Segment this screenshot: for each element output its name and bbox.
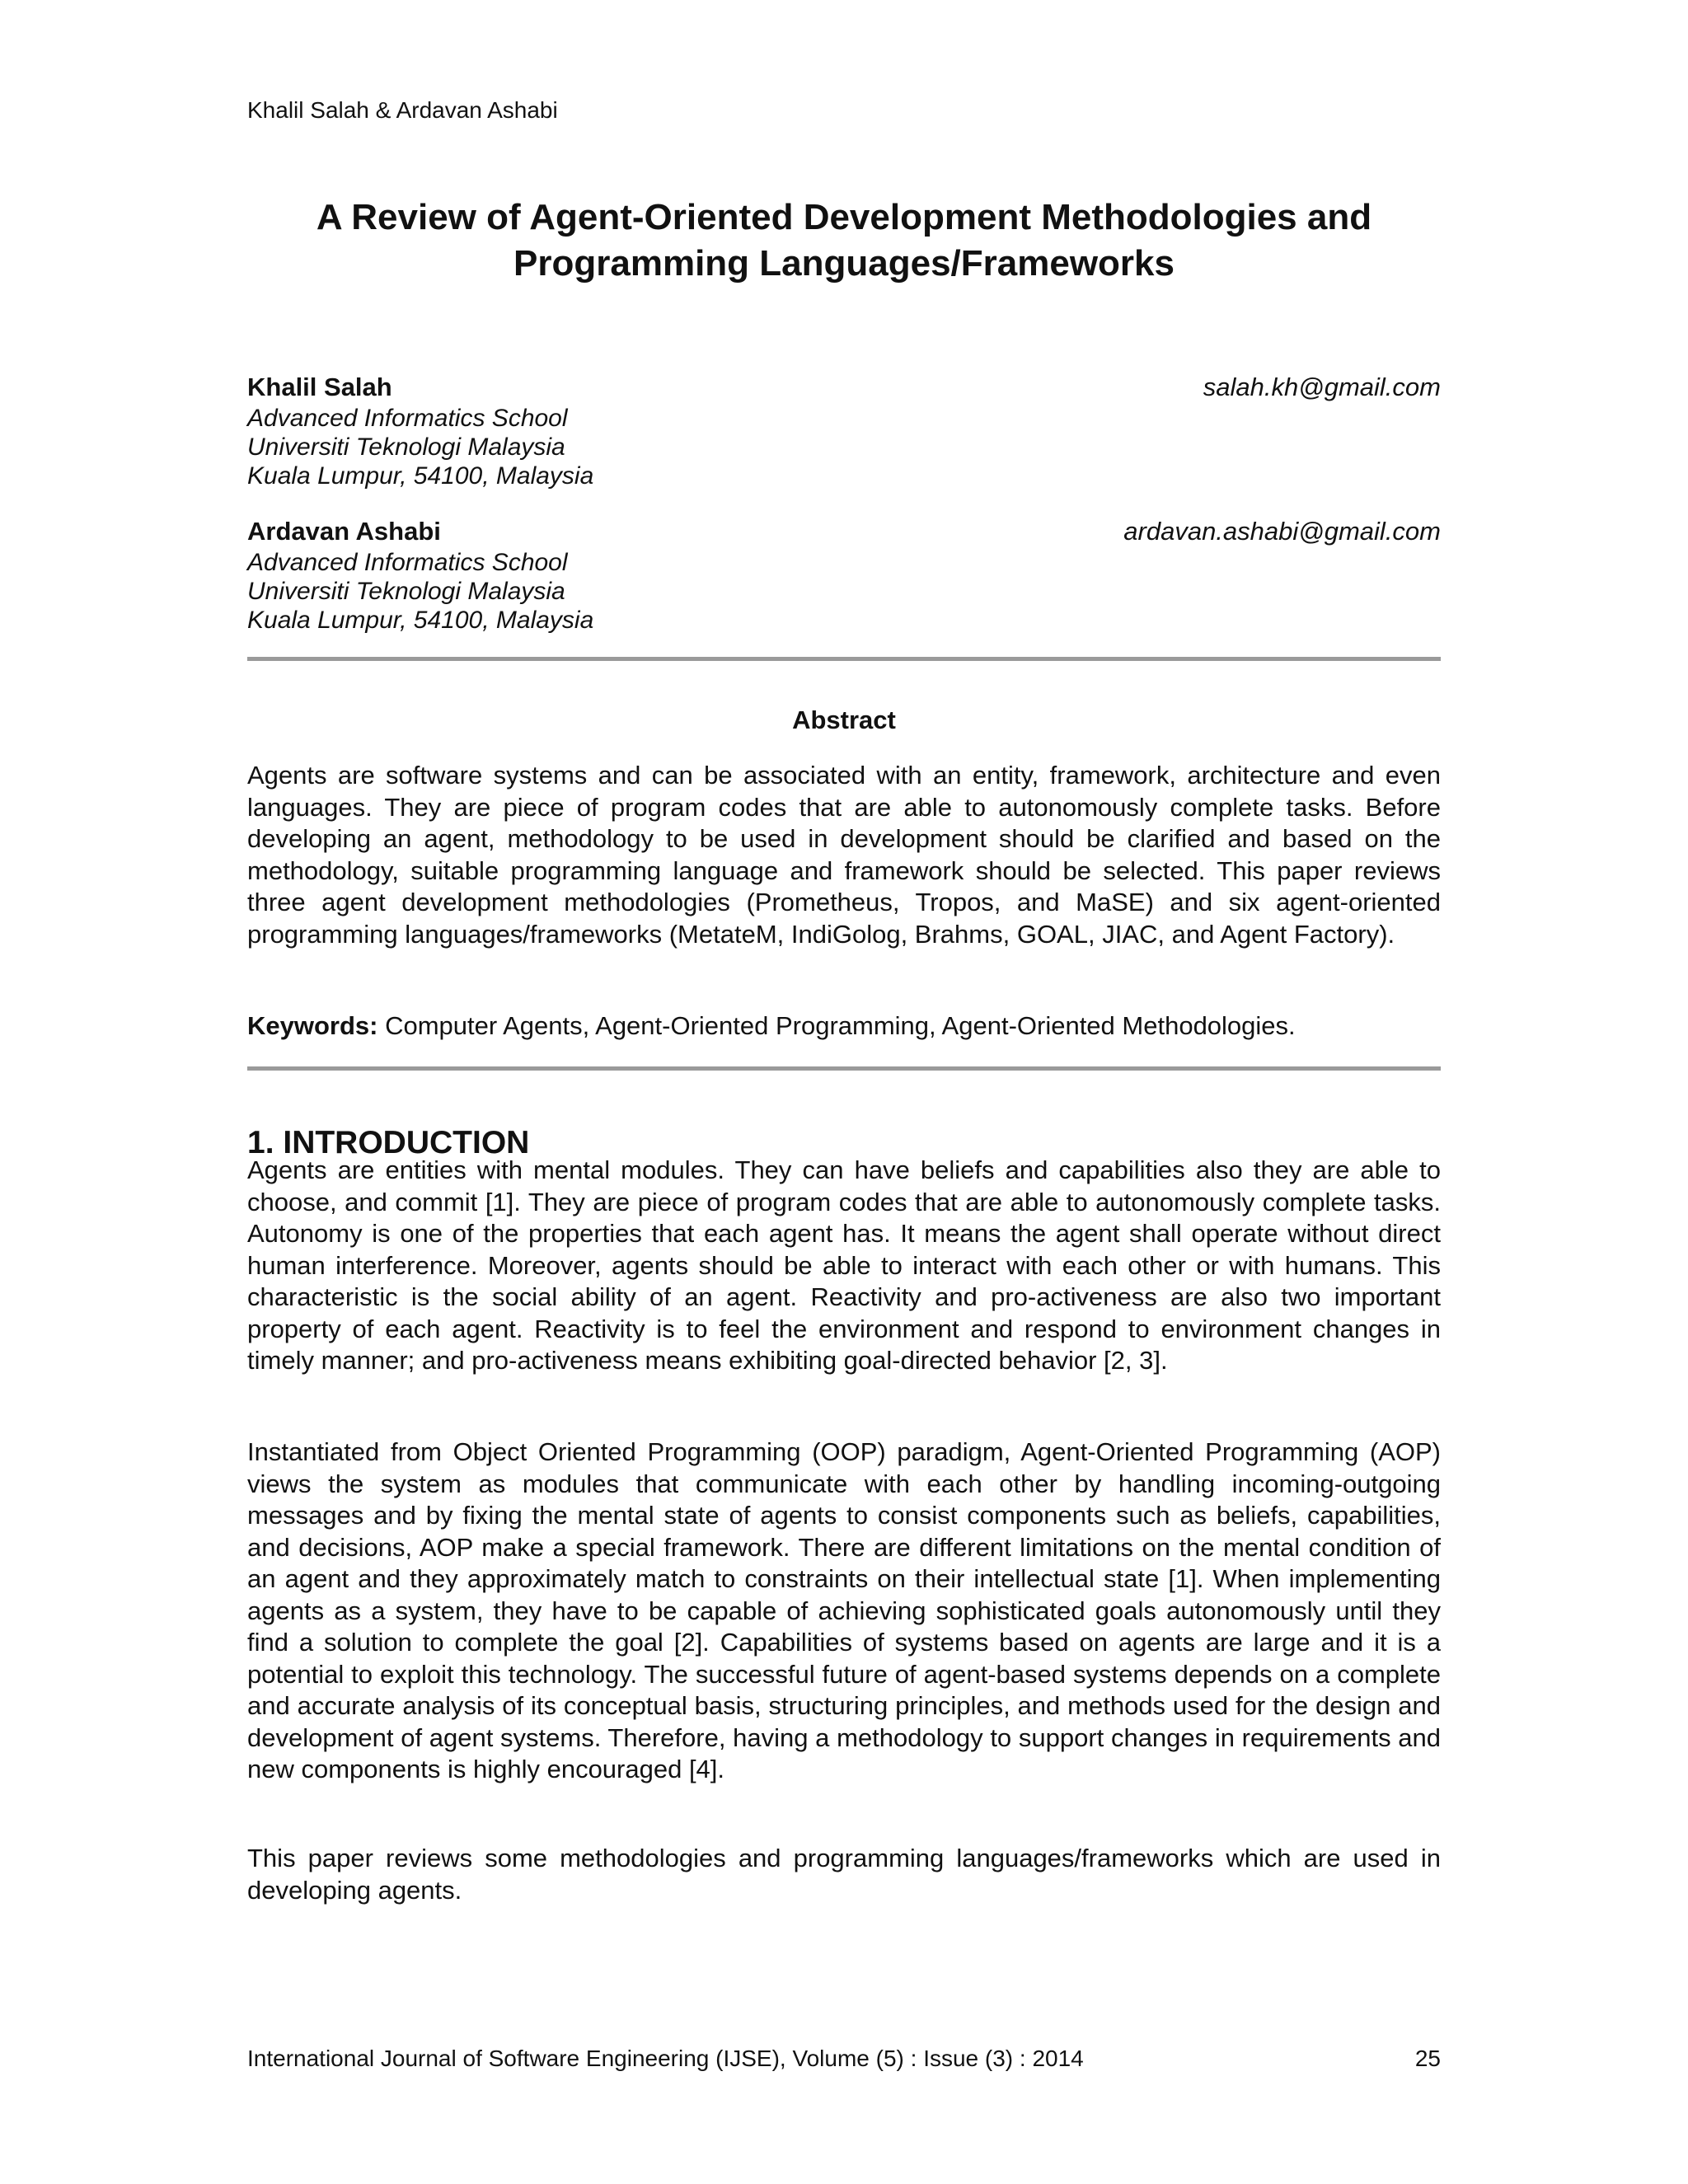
author-block-1 <box>247 371 1441 490</box>
author-email: salah.kh@gmail.com <box>1203 373 1441 401</box>
divider-rule <box>247 1066 1441 1071</box>
author-affiliation-line: Advanced Informatics School <box>247 549 568 576</box>
running-head: Khalil Salah & Ardavan Ashabi <box>247 97 558 123</box>
author-affiliation-line: Kuala Lumpur, 54100, Malaysia <box>247 462 594 490</box>
author-affiliation-line: Universiti Teknologi Malaysia <box>247 578 565 605</box>
page-number: 25 <box>1414 2046 1441 2071</box>
paper-title: A Review of Agent-Oriented Development Methodologies and Programming Languages/Frameworks <box>316 197 1372 284</box>
body-paragraph: Instantiated from Object Oriented Programming (OOP) paradigm, Agent-Oriented Programming (AOP) views the system as modules that communicate with each other by handling incoming-outgoing messages and by fixing the mental state of agents to consist components such as beliefs, capabilities, and decisions, AOP make a special framework. There are different limitations on the mental condition of an agent and they approximately match to constraints on their intellectual state [1]. When implementing agents as a system, they have to be capable of achieving sophisticated goals autonomously until they find a solution to complete the goal [2]. Capabilities of systems based on agents are large and it is a potential to exploit this technology. The successful future of agent-based systems depends on a complete and accurate analysis of its conceptual basis, structuring principles, and methods used for the design and development of agent systems. Therefore, having a methodology to support changes in requirements and new components is highly encouraged [4]. <box>247 1437 1441 1783</box>
keywords-label: Keywords: <box>247 1011 378 1040</box>
section-heading: 1. INTRODUCTION <box>247 1125 530 1160</box>
author-name: Ardavan Ashabi <box>247 517 441 546</box>
author-email: ardavan.ashabi@gmail.com <box>1123 517 1441 546</box>
author-affiliation-line: Advanced Informatics School <box>247 405 568 432</box>
journal-citation: International Journal of Software Engineering (IJSE), Volume (5) : Issue (3) : 2014 <box>247 2046 1084 2071</box>
divider-rule <box>247 657 1441 661</box>
keywords-line <box>247 1010 1441 1043</box>
author-affiliation-line: Kuala Lumpur, 54100, Malaysia <box>247 607 594 634</box>
abstract-text: Agents are software systems and can be associated with an entity, framework, architecture and even languages. They are piece of program codes that are able to autonomously complete tasks. Before developing an agent, methodology to be used in development should be clarified and based on the methodology, suitable programming language and framework should be selected. This paper reviews three agent development methodologies (Prometheus, Tropos, and MaSE) and six agent-oriented programming languages/frameworks (MetateM, IndiGolog, Brahms, GOAL, JIAC, and Agent Factory). <box>247 761 1441 949</box>
keywords-text: Computer Agents, Agent-Oriented Programming, Agent-Oriented Methodologies. <box>377 1011 1296 1040</box>
page-footer <box>247 2046 1441 2072</box>
abstract-heading: Abstract <box>792 705 896 734</box>
author-affiliation-line: Universiti Teknologi Malaysia <box>247 434 565 461</box>
author-block-2 <box>247 515 1441 635</box>
author-name: Khalil Salah <box>247 373 392 401</box>
body-paragraph: Agents are entities with mental modules. They can have beliefs and capabilities also they are able to choose, and commit [1]. They are piece of program codes that are able to autonomously complete tasks. Autonomy is one of the properties that each agent has. It means the agent shall operate without direct human interference. Moreover, agents should be able to interact with each other or with humans. This characteristic is the social ability of an agent. Reactivity and pro-activeness are also two important property of each agent. Reactivity is to feel the environment and respond to environment changes in timely manner; and pro-activeness means exhibiting goal-directed behavior [2, 3]. <box>247 1155 1441 1375</box>
body-paragraph: This paper reviews some methodologies and programming languages/frameworks which are used in developing agents. <box>247 1844 1441 1905</box>
